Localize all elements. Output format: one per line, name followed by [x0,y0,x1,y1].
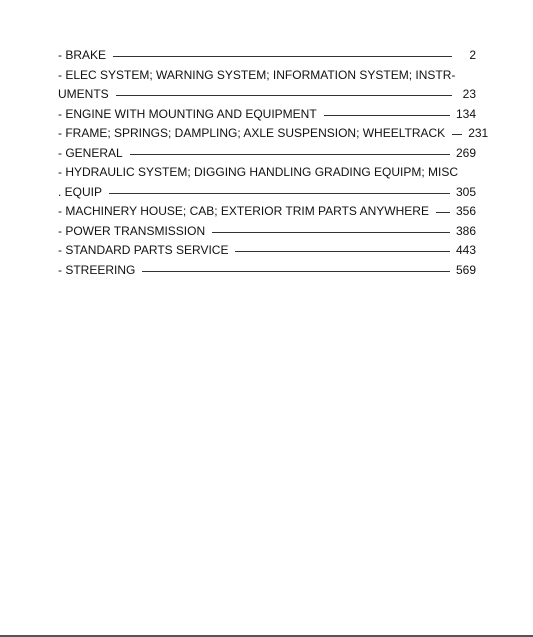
toc-entry-elec-system[interactable] [58,66,476,105]
dotted-leader [113,56,452,57]
toc-page-number: 269 [455,145,476,160]
dotted-leader [116,95,452,96]
toc-entry-title: - STANDARD PARTS SERVICE [58,243,229,257]
toc-entry-title-continued: . EQUIP [58,184,103,199]
dotted-leader [142,271,450,272]
toc-entry-title: - STREERING [58,262,136,277]
toc-entry-title: - ELEC SYSTEM; WARNING SYSTEM; INFORMATION SYSTEM; INSTR- [58,67,456,82]
toc-page-number: 23 [462,87,476,101]
toc-entry-streering[interactable] [58,261,476,281]
toc-entry-machinery-house[interactable] [58,202,476,222]
dotted-leader [212,232,450,233]
toc-entry-engine[interactable] [58,105,476,125]
toc-page-number: 305 [455,184,476,199]
toc-entry-title: - HYDRAULIC SYSTEM; DIGGING HANDLING GRADING EQUIPM; MISC [58,165,459,179]
toc-page-number: 356 [455,204,476,218]
toc-entry-title: - BRAKE [58,48,107,62]
dotted-leader [130,154,450,155]
toc-entry-general[interactable] [58,144,476,164]
toc-page-number: 231 [468,126,489,140]
dotted-leader [109,193,450,194]
dotted-leader [324,115,450,116]
toc-entry-title: - FRAME; SPRINGS; DAMPLING; AXLE SUSPENSION; WHEELTRACK [58,126,446,140]
toc-page-number: 443 [455,243,476,257]
dotted-leader [235,251,449,252]
toc-page-number: 134 [455,106,476,121]
toc-entry-title: - MACHINERY HOUSE; CAB; EXTERIOR TRIM PARTS ANYWHERE [58,204,429,218]
toc-entry-frame[interactable] [58,124,489,144]
toc-entry-brake[interactable] [58,46,476,66]
toc-page-number: 569 [455,262,476,277]
dotted-leader [436,212,450,213]
toc-entry-standard-parts-service[interactable] [58,241,476,261]
toc-entry-hydraulic-system[interactable] [58,163,476,202]
toc-entry-power-transmission[interactable] [58,222,476,242]
toc-page-number: 386 [455,223,476,238]
table-of-contents [58,46,489,280]
toc-entry-title-continued: UMENTS [58,87,109,101]
toc-entry-title: - GENERAL [58,145,123,160]
toc-entry-title: - POWER TRANSMISSION [58,223,206,238]
dotted-leader [452,134,462,135]
toc-entry-title: - ENGINE WITH MOUNTING AND EQUIPMENT [58,106,317,121]
toc-page-number: 2 [469,48,476,62]
